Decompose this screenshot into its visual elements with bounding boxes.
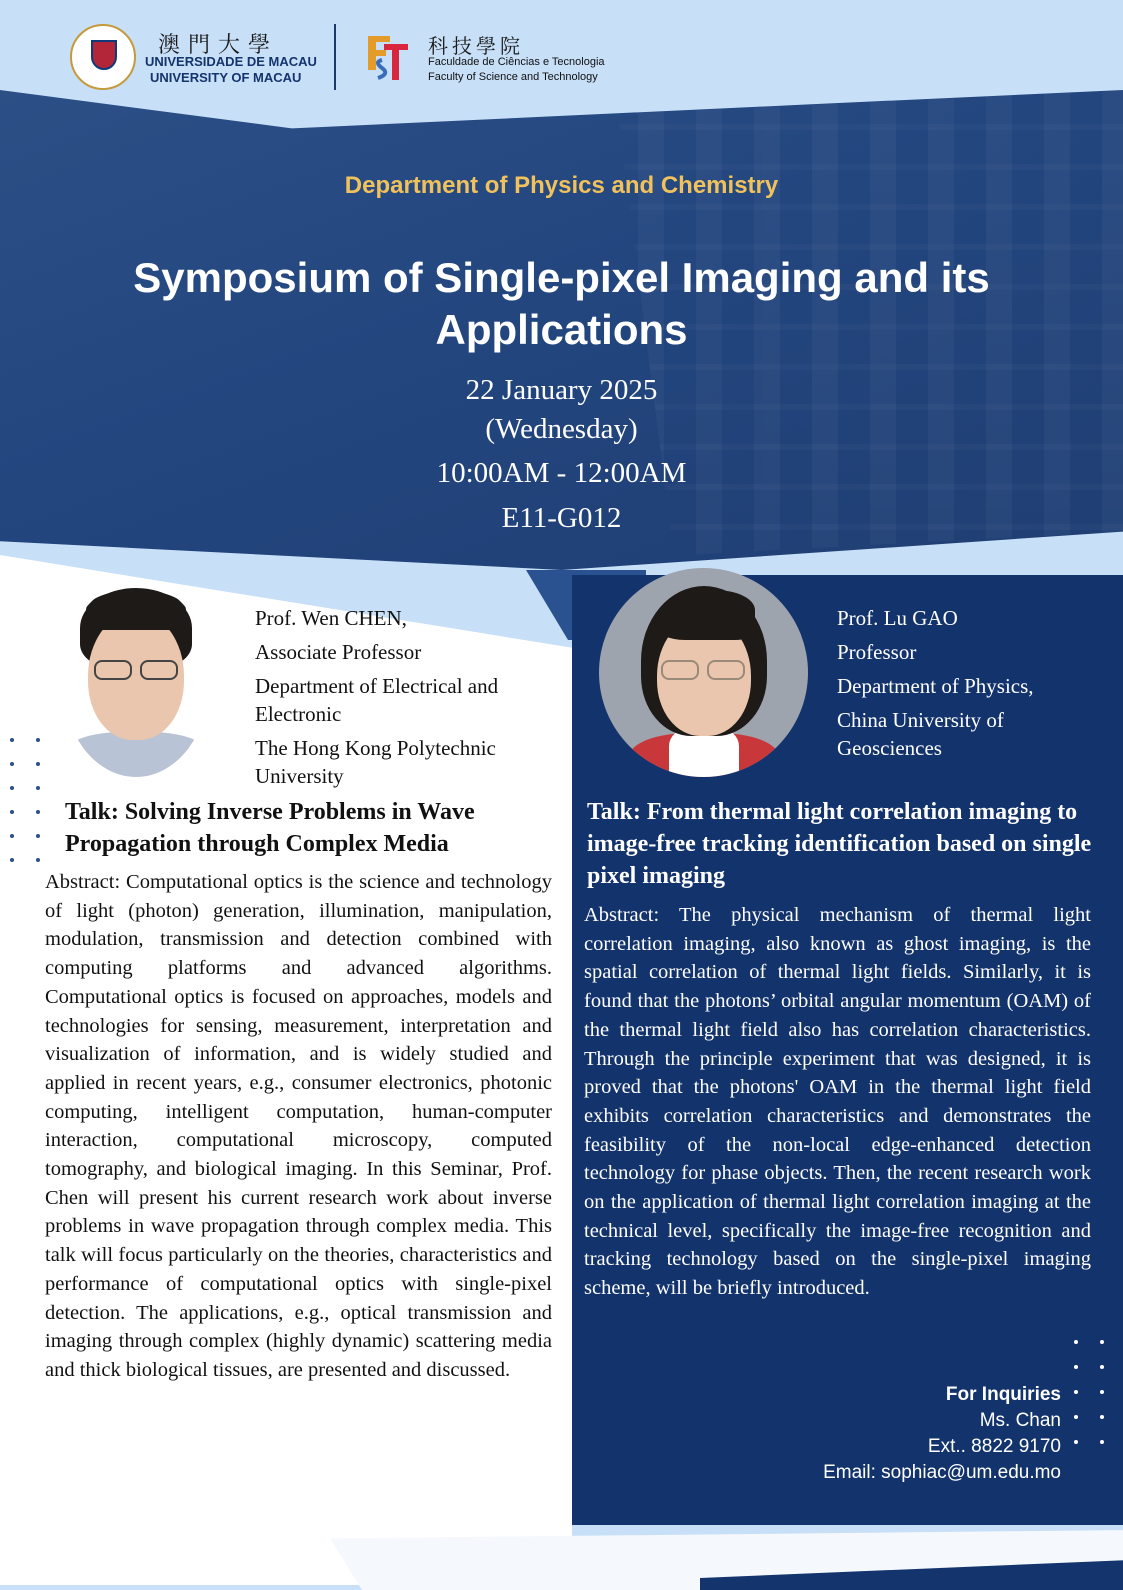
speaker-position: Associate Professor — [255, 640, 422, 664]
decorative-dot — [10, 738, 14, 742]
decorative-dot — [10, 786, 14, 790]
decorative-dot — [36, 738, 40, 742]
inquiries-heading: For Inquiries — [945, 1384, 1061, 1405]
speaker-photo-chen — [62, 582, 210, 777]
talk-title-gao: Talk: From thermal light correlation imaging to image-free tracking identification based on single pixel imaging — [587, 799, 1092, 889]
decorative-dot — [36, 762, 40, 766]
event-weekday: (Wednesday) — [485, 413, 638, 445]
abstract-chen: Abstract: Computational optics is the science and technology of light (photon) generation, illumination, manipulation, modulation, transmission and detection combined with computing platforms and advanced algorithms. Computational optics is focused on approaches, models and technologies for sensing, measurement, interpretation and visualization of information, and is widely studied and applied in recent years, e.g., consumer electronics, photonic computing, intelligent computation, human-computer interaction, computational microscopy, computed tomography, and biological imaging. In this Seminar, Prof. Chen will present his current research work about inverse problems in wave propagation through complex media. This talk will focus particularly on the theories, characteristics and performance of computational optics with single-pixel detection. The applications, e.g., optical transmission and imaging through complex (highly dynamic) scattering media and thick biological tissues, are presented and discussed. — [45, 871, 552, 1381]
decorative-dot — [1074, 1415, 1078, 1419]
decorative-dot — [10, 858, 14, 862]
decorative-dot — [1100, 1440, 1104, 1444]
university-name-en: UNIVERSITY OF MACAU — [150, 70, 302, 85]
decorative-dot — [36, 834, 40, 838]
decorative-dot — [10, 762, 14, 766]
event-time: 10:00AM - 12:00AM — [436, 457, 687, 489]
decorative-dot — [36, 786, 40, 790]
talk-title-chen: Talk: Solving Inverse Problems in Wave Propagation through Complex Media — [65, 799, 475, 857]
faculty-name-cn: 科技學院 — [428, 34, 524, 58]
speaker-info-gao — [837, 604, 1107, 762]
speaker-department: Department of Physics, — [837, 674, 1034, 698]
speaker-position: Professor — [837, 640, 917, 664]
decorative-dot — [1074, 1440, 1078, 1444]
decorative-dot — [36, 858, 40, 862]
event-date: 22 January 2025 — [465, 374, 658, 406]
decorative-dot — [1100, 1340, 1104, 1344]
decorative-dot — [1074, 1365, 1078, 1369]
university-name-cn: 澳門大學 — [158, 33, 279, 58]
department-name: Department of Physics and Chemistry — [344, 172, 779, 199]
speaker-photo-gao — [599, 568, 808, 777]
event-venue: E11-G012 — [501, 502, 622, 534]
speaker-info-chen — [255, 604, 555, 790]
decorative-dot — [1100, 1365, 1104, 1369]
speaker-name: Prof. Lu GAO — [837, 606, 958, 630]
seal-shield-icon — [91, 40, 117, 70]
fst-logo — [364, 30, 410, 84]
logo-divider — [334, 24, 336, 90]
speaker-institution: The Hong Kong Polytechnic University — [255, 736, 496, 788]
decorative-dot — [10, 834, 14, 838]
decorative-dot — [36, 810, 40, 814]
decorative-dot — [1074, 1340, 1078, 1344]
university-seal-logo — [70, 24, 136, 90]
inquiries-email[interactable]: Email: sophiac@um.edu.mo — [823, 1462, 1061, 1483]
faculty-name-pt: Faculdade de Ciências e Tecnologia — [428, 56, 605, 68]
decorative-dot — [1100, 1415, 1104, 1419]
inquiries-extension: Ext.. 8822 9170 — [927, 1436, 1061, 1457]
speaker-institution: China University of Geosciences — [837, 708, 1004, 760]
decorative-dot — [1100, 1390, 1104, 1394]
decorative-dot — [10, 810, 14, 814]
event-title: Symposium of Single-pixel Imaging and its Applications — [133, 254, 990, 353]
university-name-pt: UNIVERSIDADE DE MACAU — [145, 54, 317, 69]
abstract-gao: Abstract: The physical mechanism of thermal light correlation imaging, also known as ghost imaging, is the spatial correlation of thermal light fields. Similarly, it is found that the photons’ orbital angular momentum (OAM) of the thermal light field also has correlation characteristics. Through the principle experiment that was designed, it is proved that the photons' OAM in the thermal light field exhibits correlation characteristics and demonstrates the feasibility of the non-local edge-enhanced detection technology for phase objects. Then, the recent research work on the application of thermal light correlation imaging at the technical level, specifically the image-free recognition and tracking technology based on the single-pixel imaging scheme, will be briefly introduced. — [584, 904, 1091, 1300]
inquiries-contact: Ms. Chan — [979, 1410, 1061, 1431]
decorative-dot — [1074, 1390, 1078, 1394]
speaker-name: Prof. Wen CHEN, — [255, 606, 407, 630]
speaker-department: Department of Electrical and Electronic — [255, 674, 499, 726]
faculty-name-en: Faculty of Science and Technology — [428, 71, 598, 83]
